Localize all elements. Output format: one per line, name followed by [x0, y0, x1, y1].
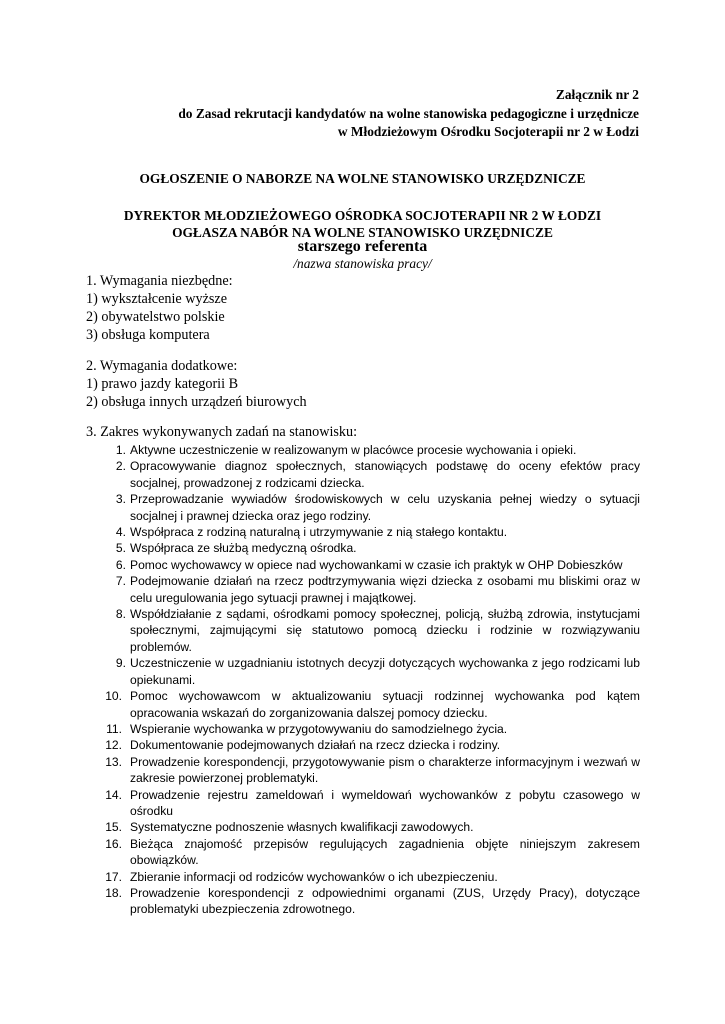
task-item — [108, 573, 640, 606]
task-item — [105, 754, 640, 787]
task-number: 13. — [105, 754, 122, 769]
task-item — [108, 458, 640, 491]
task-item — [105, 836, 640, 869]
task-number: 18. — [105, 885, 122, 900]
task-item — [105, 869, 640, 885]
task-item — [108, 524, 640, 540]
task-text: Uczestniczenie w uzgadnianiu istotnych decyzji dotyczących wychowanka z jego rodzicami lub opiekunami. — [130, 656, 640, 687]
task-item — [108, 655, 640, 688]
task-text: Przeprowadzanie wywiadów środowiskowych w celu uzyskania pełnej wiedzy o sytuacji socjalnej i prawnej dziecka oraz jego rodziny. — [130, 492, 640, 523]
additional-qualifications — [86, 357, 307, 411]
tasks-list — [105, 442, 640, 918]
task-item — [105, 737, 640, 753]
additional-item: 1) prawo jazdy kategorii B — [86, 376, 239, 392]
task-text: Podejmowanie działań na rzecz podtrzymywania więzi dziecka z osobami mu bliskimi oraz w celu uregulowania jego sytuacji prawnej i majątkowej. — [130, 574, 640, 605]
annex-title: Załącznik nr 2 — [555, 87, 639, 102]
task-text: Bieżąca znajomość przepisów regulujących zagadnienia objęte niniejszym zakresem obowiązków. — [130, 836, 640, 868]
director-line-2: OGŁASZA NABÓR NA WOLNE STANOWISKO URZĘDNICZE — [172, 225, 553, 240]
task-text: Współpraca ze służbą medyczną ośrodka. — [130, 541, 357, 556]
task-number: 15. — [105, 820, 122, 835]
task-text: Opracowywanie diagnoz społecznych, stanowiących podstawę do oceny efektów pracy socjalnej, prowadzonej z rodzicami dziecka. — [130, 459, 640, 490]
additional-item: 2) obsługa innych urządzeń biurowych — [86, 394, 307, 410]
task-number: 6. — [115, 557, 126, 572]
annex-subtitle-line-2: w Młodzieżowym Ośrodku Socjoterapii nr 2 w Łodzi — [337, 124, 639, 139]
task-item — [105, 787, 640, 820]
task-number: 10. — [105, 689, 122, 704]
position-name: starszego referenta — [297, 238, 428, 255]
task-text: Wspieranie wychowanka w przygotowywaniu do samodzielnego życia. — [130, 721, 508, 736]
task-number: 2. — [115, 459, 126, 474]
required-item: 1) wykształcenie wyższe — [86, 291, 228, 307]
task-text: Systematyczne podnoszenie własnych kwalifikacji zawodowych. — [130, 820, 474, 835]
required-heading: 1. Wymagania niezbędne: — [86, 273, 233, 289]
announcement-title: OGŁOSZENIE O NABORZE NA WOLNE STANOWISKO URZĘDZNICZE — [139, 171, 586, 186]
task-number: 3. — [115, 492, 126, 507]
task-text: Aktywne uczestniczenie w realizowanym w placówce procesie wychowania i opieki. — [130, 443, 577, 457]
annex-header — [178, 86, 639, 142]
director-line-1: DYREKTOR MŁODZIEŻOWEGO OŚRODKA SOCJOTERAPII NR 2 W ŁODZI — [123, 208, 602, 223]
task-number: 14. — [105, 787, 122, 802]
task-text: Pomoc wychowawcy w opiece nad wychowankami w czasie ich praktyk w OHP Dobieszków — [130, 557, 623, 572]
task-number: 12. — [105, 738, 122, 753]
task-number: 1. — [115, 443, 126, 457]
task-number: 5. — [115, 541, 126, 556]
task-text: Współpraca z rodziną naturalną i utrzymywanie z nią stałego kontaktu. — [130, 525, 508, 540]
task-number: 16. — [105, 836, 122, 851]
task-number: 9. — [115, 656, 126, 671]
tasks-heading: 3. Zakres wykonywanych zadań na stanowisku: — [86, 424, 358, 440]
task-text: Zbieranie informacji od rodziców wychowanków o ich ubezpieczeniu. — [130, 869, 498, 884]
required-item: 3) obsługa komputera — [86, 327, 210, 343]
task-text: Dokumentowanie podejmowanych działań na rzecz dziecka i rodziny. — [130, 738, 501, 753]
required-qualifications — [86, 272, 233, 344]
task-number: 17. — [105, 869, 122, 884]
task-text: Współdziałanie z sądami, ośrodkami pomocy społecznej, policją, służbą zdrowia, instytucjami społecznymi, zajmującymi się statutowo pomocą dziecku i rodzinie w rozwiązywaniu problemów. — [130, 607, 640, 654]
task-text: Prowadzenie korespondencji z odpowiednimi organami (ZUS, Urzędy Pracy), dotyczące problematyki ubezpieczenia zdrowotnego. — [130, 885, 640, 917]
position-note: /nazwa stanowiska pracy/ — [293, 256, 432, 271]
task-item — [108, 606, 640, 655]
task-number: 7. — [115, 574, 126, 589]
task-item — [105, 885, 640, 918]
annex-subtitle-line-1: do Zasad rekrutacji kandydatów na wolne stanowiska pedagogiczne i urzędnicze — [178, 105, 639, 121]
task-item — [108, 540, 640, 556]
task-item — [105, 819, 640, 835]
task-text: Pomoc wychowawcom w aktualizowaniu sytuacji rodzinnej wychowanka pod kątem opracowania wskazań do zorganizowania dalszej pomocy dziecku. — [130, 689, 640, 720]
task-item — [108, 491, 640, 524]
additional-heading: 2. Wymagania dodatkowe: — [86, 358, 238, 374]
task-text: Prowadzenie korespondencji, przygotowywanie pism o charakterze informacyjnym i wezwań w zakresie powierzonej problematyki. — [130, 754, 640, 786]
task-item — [105, 688, 640, 721]
task-text: Prowadzenie rejestru zameldowań i wymeldowań wychowanków z pobytu czasowego w ośrodku — [130, 787, 640, 818]
task-number: 8. — [115, 607, 126, 622]
required-item: 2) obywatelstwo polskie — [86, 309, 225, 325]
task-item — [108, 557, 640, 573]
task-number: 11. — [106, 721, 122, 736]
task-item — [108, 721, 640, 737]
director-announcement — [0, 207, 725, 241]
task-item — [108, 442, 640, 458]
task-number: 4. — [115, 525, 126, 540]
